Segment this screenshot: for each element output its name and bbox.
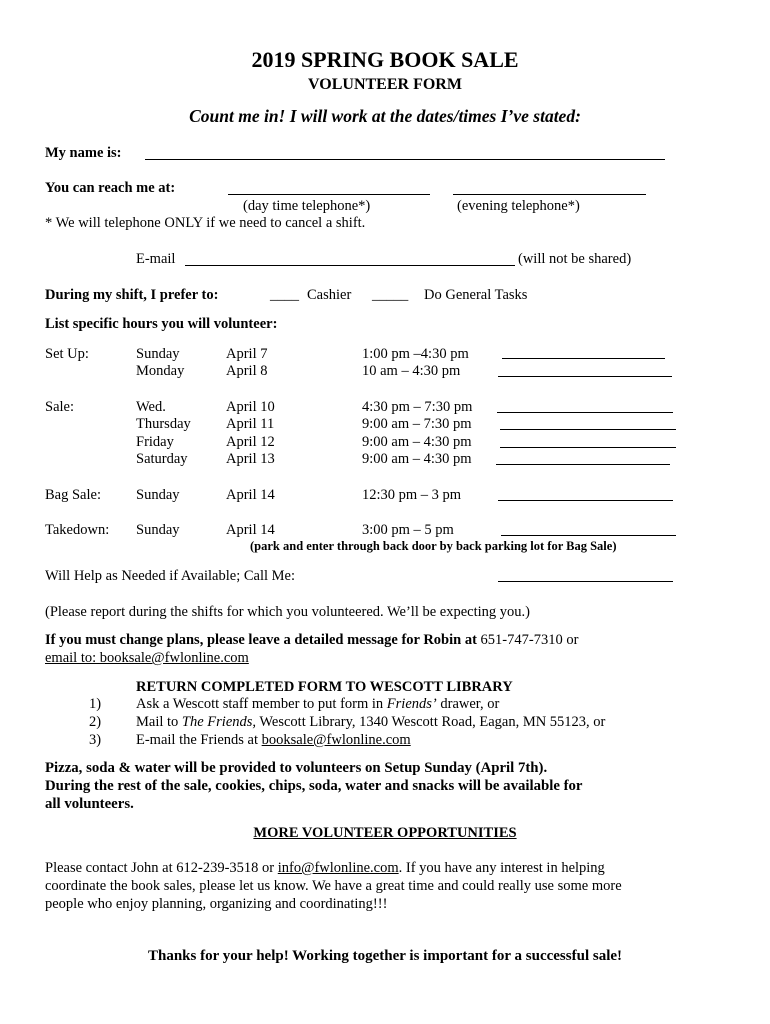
help-as-needed-label: Will Help as Needed if Available; Call Me: xyxy=(45,568,296,584)
return-option-3: E-mail the Friends at booksale@fwlonline.com xyxy=(136,732,411,748)
list-number: 3) xyxy=(89,732,102,748)
shift-day: Wed. xyxy=(136,399,166,415)
shift-time: 1:00 pm –4:30 pm xyxy=(362,346,469,362)
takedown-label: Takedown: xyxy=(45,522,110,538)
shift-day: Sunday xyxy=(136,522,180,538)
opportunities-line: coordinate the book sales, please let us know. We have a great time and could really use some more xyxy=(45,878,622,894)
shift-signup-line[interactable] xyxy=(501,535,676,536)
shift-date: April 13 xyxy=(226,451,275,467)
help-as-needed-line[interactable] xyxy=(498,581,673,582)
shift-signup-line[interactable] xyxy=(497,412,673,413)
shift-time: 12:30 pm – 3 pm xyxy=(362,487,462,503)
food-note-line: During the rest of the sale, cookies, chips, soda, water and snacks will be available for xyxy=(45,778,583,794)
return-option-2: Mail to The Friends, Wescott Library, 1340 Wescott Road, Eagan, MN 55123, or xyxy=(136,714,606,730)
general-tasks-option: Do General Tasks xyxy=(424,287,528,303)
email-input-line[interactable] xyxy=(185,265,515,266)
shift-time: 9:00 am – 4:30 pm xyxy=(362,434,472,450)
list-number: 2) xyxy=(89,714,102,730)
day-phone-caption: (day time telephone*) xyxy=(243,198,371,214)
shift-date: April 10 xyxy=(226,399,275,415)
phone-note: * We will telephone ONLY if we need to cancel a shift. xyxy=(45,215,366,231)
shift-date: April 7 xyxy=(226,346,268,362)
shift-time: 4:30 pm – 7:30 pm xyxy=(362,399,473,415)
evening-phone-line[interactable] xyxy=(453,194,646,195)
shift-signup-line[interactable] xyxy=(500,429,676,430)
preference-label: During my shift, I prefer to: xyxy=(45,287,219,303)
shift-date: April 14 xyxy=(226,487,275,503)
shift-signup-line[interactable] xyxy=(498,376,672,377)
shift-time: 3:00 pm – 5 pm xyxy=(362,522,454,538)
form-tagline: Count me in! I will work at the dates/times I’ve stated: xyxy=(189,106,581,126)
cashier-option: Cashier xyxy=(307,287,352,303)
setup-label: Set Up: xyxy=(45,346,89,362)
info-email-link[interactable]: info@fwlonline.com xyxy=(277,860,399,876)
email-label: E-mail xyxy=(136,251,176,267)
shift-time: 10 am – 4:30 pm xyxy=(362,363,461,379)
opportunities-line: Please contact John at 612-239-3518 or info@fwlonline.com. If you have any interest in helping xyxy=(45,860,605,876)
shift-day: Sunday xyxy=(136,346,180,362)
food-note-line: all volunteers. xyxy=(45,796,134,812)
parking-note: (park and enter through back door by back parking lot for Bag Sale) xyxy=(250,539,617,553)
shift-signup-line[interactable] xyxy=(496,464,670,465)
shift-time: 9:00 am – 7:30 pm xyxy=(362,416,472,432)
evening-phone-caption: (evening telephone*) xyxy=(457,198,580,214)
shift-date: April 11 xyxy=(226,416,275,432)
bag-sale-label: Bag Sale: xyxy=(45,487,101,503)
shift-day: Sunday xyxy=(136,487,180,503)
opportunities-line: people who enjoy planning, organizing and coordinating!!! xyxy=(45,896,388,912)
return-option-1: Ask a Wescott staff member to put form in Friends’ drawer, or xyxy=(136,696,500,712)
shift-signup-line[interactable] xyxy=(500,447,676,448)
email-note: (will not be shared) xyxy=(518,251,632,267)
report-note: (Please report during the shifts for which you volunteered. We’ll be expecting you.) xyxy=(45,604,530,620)
form-subtitle: VOLUNTEER FORM xyxy=(308,76,462,93)
opportunities-heading: MORE VOLUNTEER OPPORTUNITIES xyxy=(253,825,517,841)
form-title: 2019 SPRING BOOK SALE xyxy=(251,47,519,72)
cashier-blank[interactable]: ____ xyxy=(270,287,299,303)
robin-phone: 651-747-7310 or xyxy=(476,632,579,648)
day-phone-line[interactable] xyxy=(228,194,430,195)
shift-day: Friday xyxy=(136,434,174,450)
shift-day: Thursday xyxy=(136,416,191,432)
shift-time: 9:00 am – 4:30 pm xyxy=(362,451,472,467)
reach-label: You can reach me at: xyxy=(45,180,176,196)
friends-email-link[interactable]: booksale@fwlonline.com xyxy=(261,732,411,748)
change-plans-note xyxy=(45,631,578,649)
general-tasks-blank[interactable]: _____ xyxy=(372,287,409,303)
change-plans-text: If you must change plans, please leave a detailed message for Robin at xyxy=(45,632,477,648)
shift-day: Saturday xyxy=(136,451,188,467)
schedule-heading: List specific hours you will volunteer: xyxy=(45,316,278,332)
sale-label: Sale: xyxy=(45,399,74,415)
name-input-line[interactable] xyxy=(145,159,665,160)
shift-signup-line[interactable] xyxy=(498,500,673,501)
booksale-email-link[interactable]: email to: booksale@fwlonline.com xyxy=(45,650,249,666)
shift-date: April 14 xyxy=(226,522,275,538)
name-label: My name is: xyxy=(45,145,122,161)
return-heading: RETURN COMPLETED FORM TO WESCOTT LIBRARY xyxy=(136,679,513,695)
shift-signup-line[interactable] xyxy=(502,358,665,359)
thanks-note: Thanks for your help! Working together is important for a successful sale! xyxy=(147,948,623,964)
shift-date: April 8 xyxy=(226,363,268,379)
shift-date: April 12 xyxy=(226,434,275,450)
shift-day: Monday xyxy=(136,363,185,379)
list-number: 1) xyxy=(89,696,102,712)
food-note-line: Pizza, soda & water will be provided to volunteers on Setup Sunday (April 7th). xyxy=(45,760,548,776)
